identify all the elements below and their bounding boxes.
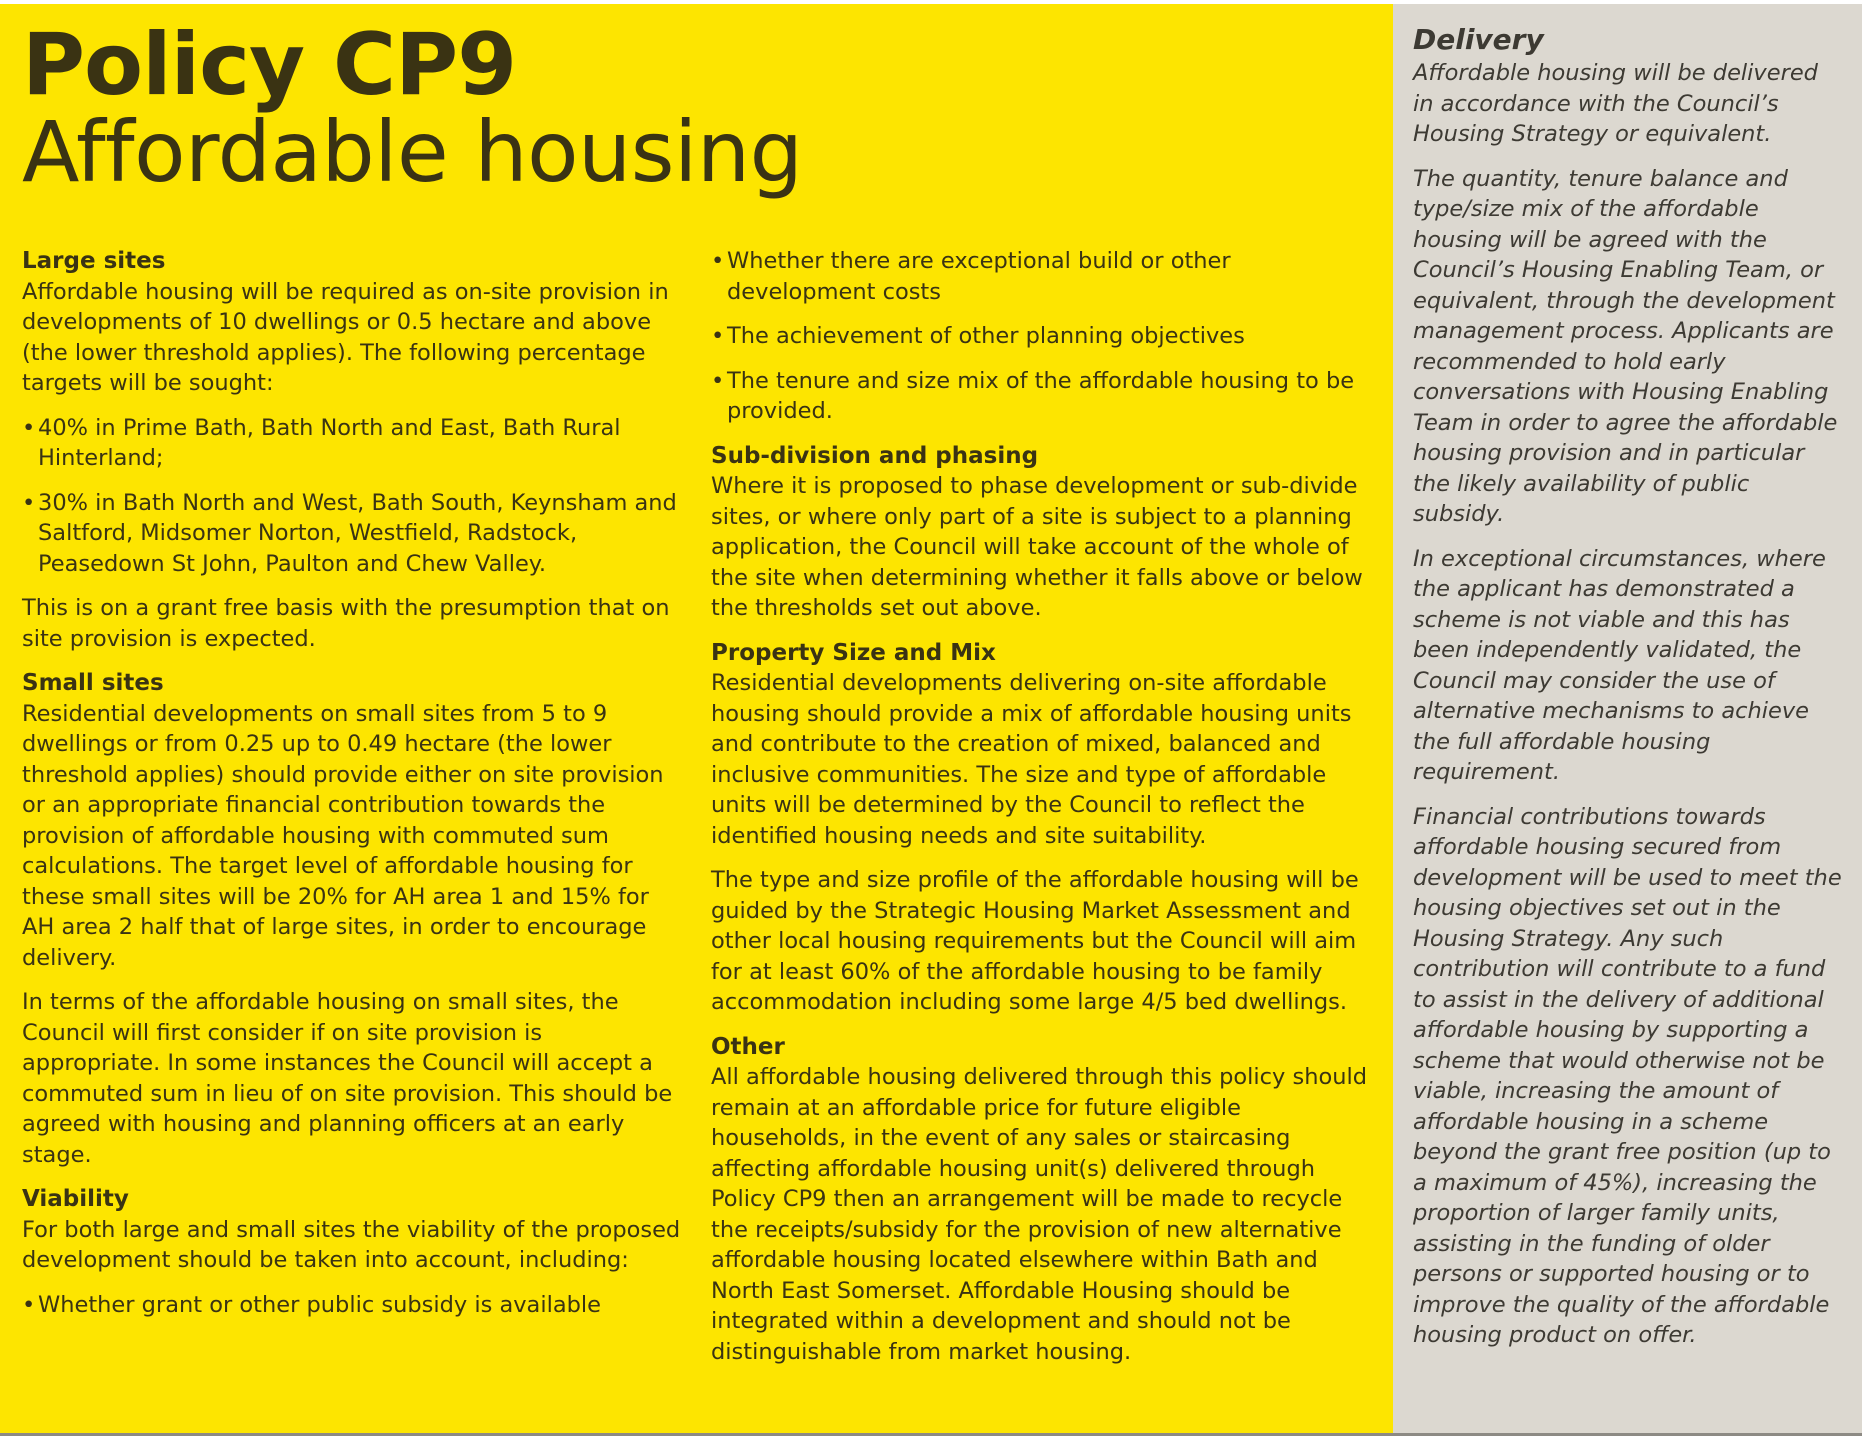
list-item: • 30% in Bath North and West, Bath South, Keynsham and Saltford, Midsomer Norton, Westfield, Radstock, Peasedown St John, Paulton and Chew Valley.	[22, 488, 682, 580]
list-item: • The achievement of other planning objectives	[711, 321, 1371, 352]
other-heading: Other	[711, 1033, 785, 1060]
small-sites-heading: Small sites	[22, 670, 164, 696]
subdivision-heading: Sub-division and phasing	[711, 442, 1039, 469]
other-text: All affordable housing delivered through this policy should remain at an affordable price for future eligible households, in the event of any sales or staircasing affecting affordable housing unit(s) delivered through Policy CP9 then an arrangement will be made to recycle the receipts/subsidy for the provision of new alternative affordable housing located elsewhere within Bath and North East Somerset. Affordable Housing should be integrated within a development and should not be distinguishable from market housing.	[711, 1064, 1368, 1365]
title-policy-number: Policy CP9	[22, 15, 517, 115]
property-heading: Property Size and Mix	[711, 639, 996, 666]
delivery-heading: Delivery	[1413, 23, 1544, 56]
large-sites-intro: Affordable housing will be required as on-site provision in developments of 10 dwellings or 0.5 hectare and above (the lower threshold applies). The following percentage targets will be sought:	[22, 278, 669, 396]
subdivision-text: Where it is proposed to phase development or sub-divide sites, or where only part of a site is subject to a planning application, the Council will take account of the whole of the site when determining whether it falls above or below the thresholds set out above.	[711, 473, 1363, 621]
title-policy-name: Affordable housing	[22, 102, 803, 201]
list-item: • Whether there are exceptional build or other development costs	[711, 246, 1371, 307]
large-sites-heading: Large sites	[22, 248, 166, 274]
delivery-sidebar	[1413, 22, 1843, 1365]
delivery-paragraph-2: The quantity, tenure balance and type/size mix of the affordable housing will be agreed with the Council’s Housing Enabling Team, or equivalent, through the development management process. Applicants are recommended to hold early conversations with Housing Enabling Team in order to agree the affordable housing provision and in particular the likely availability of public subsidy.	[1413, 165, 1838, 527]
viability-intro: For both large and small sites the viability of the proposed development should be taken into account, including:	[22, 1216, 681, 1273]
page-title	[22, 15, 803, 201]
delivery-paragraph-1: Affordable housing will be delivered in accordance with the Council’s Housing Strategy or equivalent.	[1413, 60, 1818, 147]
small-sites-paragraph-1: Residential developments on small sites from 5 to 9 dwellings or from 0.25 up to 0.49 hectare (the lower threshold applies) should provide either on site provision or an appropriate financial contribution towards the provision of affordable housing with commuted sum calculations. The target level of affordable housing for these small sites will be 20% for AH area 1 and 15% for AH area 2 half that of large sites, in order to encourage delivery.	[22, 700, 664, 971]
column-middle	[711, 246, 1371, 1381]
viability-bullets-left	[22, 1290, 682, 1321]
property-paragraph-1: Residential developments delivering on-site affordable housing should provide a mix of affordable housing units and contribute to the creation of mixed, balanced and inclusive communities. The size and type of affordable units will be determined by the Council to reflect the identified housing needs and site suitability.	[711, 670, 1352, 849]
list-item: • 40% in Prime Bath, Bath North and East, Bath Rural Hinterland;	[22, 413, 682, 474]
delivery-paragraph-4: Financial contributions towards affordable housing secured from development will be used to meet the housing objectives set out in the Housing Strategy. Any such contribution will contribute to a fund to assist in the delivery of additional affordable housing by supporting a scheme that would otherwise not be viable, increasing the amount of affordable housing in a scheme beyond the grant free position (up to a maximum of 45%), increasing the proportion of larger family units, assisting in the funding of older persons or supported housing or to improve the quality of the affordable housing product on offer.	[1413, 803, 1842, 1348]
property-paragraph-2: The type and size profile of the affordable housing will be guided by the Strategic Housing Market Assessment and other local housing requirements but the Council will aim for at least 60% of the affordable housing to be family accommodation including some large 4/5 bed dwellings.	[711, 867, 1359, 1015]
delivery-paragraph-3: In exceptional circumstances, where the applicant has demonstrated a scheme is not viable and this has been independently validated, the Council may consider the use of alternative mechanisms to achieve the full affordable housing requirement.	[1413, 545, 1826, 785]
viability-heading: Viability	[22, 1186, 129, 1212]
list-item: • The tenure and size mix of the affordable housing to be provided.	[711, 366, 1371, 427]
large-sites-bullets	[22, 413, 682, 580]
small-sites-paragraph-2: In terms of the affordable housing on small sites, the Council will first consider if on site provision is appropriate. In some instances the Council will accept a commuted sum in lieu of on site provision. This should be agreed with housing and planning officers at an early stage.	[22, 989, 673, 1168]
large-sites-closing: This is on a grant free basis with the presumption that on site provision is expected.	[22, 595, 670, 652]
column-left	[22, 246, 682, 1334]
viability-bullets-right	[711, 246, 1371, 427]
list-item: • Whether grant or other public subsidy is available	[22, 1290, 682, 1321]
